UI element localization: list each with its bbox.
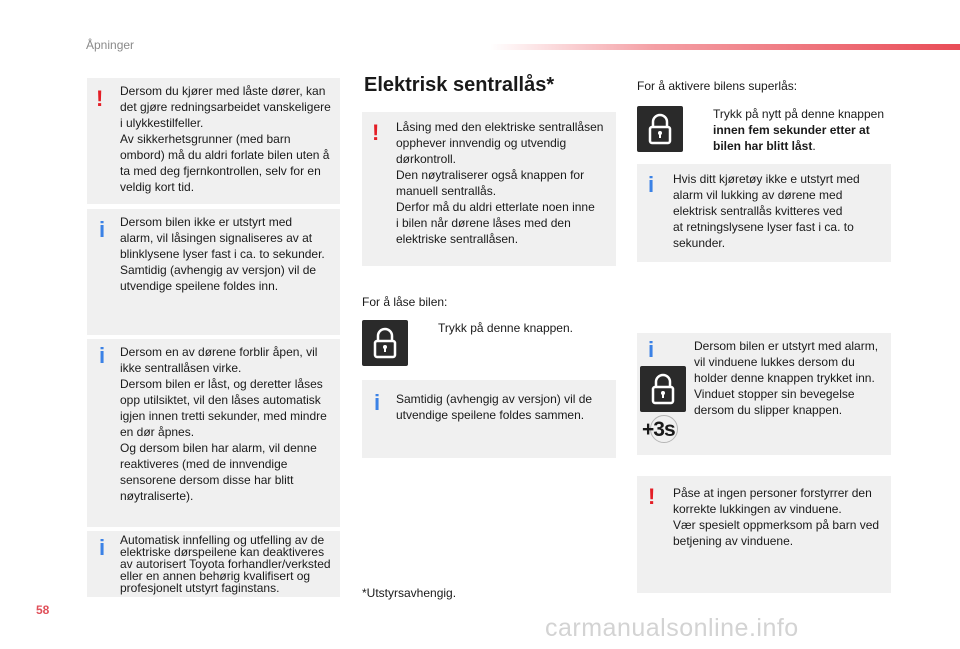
- lock-button-illustration: [640, 366, 686, 412]
- warning-icon: !: [372, 120, 380, 145]
- warning-box-windows: [637, 476, 891, 593]
- lock-step: [418, 320, 573, 336]
- info-box-mirrors-fold: [362, 380, 616, 458]
- footnote: *Utstyrsavhengig.: [362, 586, 457, 600]
- info-icon: i: [648, 337, 655, 362]
- warning-text: Låsing med den elektriske sentrallåsen opphever innvendig og utvendig dørkontroll. Den nøytraliserer også knappen for manuell sentrallås. Derfor må du aldri etterlate noen inne i bilen når dørene låses med den elektriske sentrallåsen.: [396, 120, 604, 246]
- info-text: Dersom en av dørene forblir åpen, vil ikke sentrallåsen virke. Dersom bilen er låst, og deretter låses opp utilsiktet, vil den låses automatisk igjen innen tretti sekunder, med mindre en dør åpnes. Og dersom bilen har alarm, vil denne reaktiveres (med de innvendige sensorene dersom disse har blitt nøytraliserte).: [120, 345, 327, 503]
- info-icon: i: [374, 390, 381, 415]
- superlock-intro: For å aktivere bilens superlås:: [637, 79, 798, 93]
- plus-three-seconds-label: +3s: [642, 418, 675, 441]
- info-text: Hvis ditt kjøretøy ikke e utstyrt med alarm vil lukking av dørene med elektrisk sentrallås kvitteres ved at retningslysene lyser fast i ca. to sekunder.: [673, 172, 860, 250]
- info-text: Samtidig (avhengig av versjon) vil de utvendige speilene foldes sammen.: [396, 392, 593, 422]
- section-title: Åpninger: [86, 38, 135, 52]
- padlock-icon: [372, 327, 398, 359]
- step-text: Trykk på nytt på denne knappen: [713, 107, 884, 121]
- info-box-no-alarm-signal: [637, 164, 891, 262]
- info-icon: i: [648, 172, 655, 197]
- watermark: carmanualsonline.info: [545, 614, 799, 642]
- info-text: Automatisk innfelling og utfelling av de elektriske dørspeilene kan deaktiveres av autorisert Toyota forhandler/verksted eller en annen behørig kvalifisert og profesjonelt utstyrt faginstans.: [120, 533, 331, 595]
- info-box-window-closing: [637, 333, 891, 455]
- info-text: Dersom bilen ikke er utstyrt med alarm, vil låsingen signaliseres av at blinklysene lyser fast i ca. to sekunder. Samtidig (avhengig av versjon) vil de utvendige speilene foldes inn.: [120, 215, 325, 293]
- warning-icon: !: [96, 86, 104, 111]
- page-number: 58: [36, 603, 50, 617]
- padlock-icon: [650, 373, 676, 405]
- step-text: Trykk på denne knappen.: [438, 321, 573, 335]
- step-text-end: .: [812, 139, 816, 153]
- superlock-step: [693, 106, 893, 154]
- header-accent-bar: [490, 44, 960, 50]
- warning-text: Dersom du kjører med låste dører, kan det gjøre redningsarbeidet vanskeligere i ulykkestilfeller. Av sikkerhetsgrunner (med barn ombord) må du aldri forlate bilen uten å ta med deg fjernkontrollen, selv for en veldig kort tid.: [120, 84, 331, 194]
- page-title: Elektrisk sentrallås*: [364, 74, 555, 96]
- padlock-icon: [647, 113, 673, 145]
- lock-button-illustration: [637, 106, 683, 152]
- info-box-no-alarm: [87, 209, 340, 335]
- info-box-mirrors: [87, 531, 340, 597]
- warning-text: Påse at ingen personer forstyrrer den korrekte lukkingen av vinduene. Vær spesielt oppmerksom på barn ved betjening av vinduene.: [673, 486, 880, 548]
- warning-icon: !: [648, 484, 656, 509]
- info-text: Dersom bilen er utstyrt med alarm, vil vinduene lukkes dersom du holder denne knappen trykket inn. Vinduet stopper sin bevegelse dersom du slipper knappen.: [694, 339, 879, 417]
- warning-box-central-lock: [362, 112, 616, 266]
- info-icon: i: [99, 535, 106, 560]
- warning-box-locked-doors: [87, 78, 340, 204]
- info-icon: i: [99, 217, 106, 242]
- lock-button-illustration: [362, 320, 408, 366]
- step-text-bold: innen fem sekunder etter at bilen har blitt låst: [713, 123, 870, 153]
- info-icon: i: [99, 343, 106, 368]
- lock-intro: For å låse bilen:: [362, 295, 448, 309]
- info-box-door-open: [87, 339, 340, 527]
